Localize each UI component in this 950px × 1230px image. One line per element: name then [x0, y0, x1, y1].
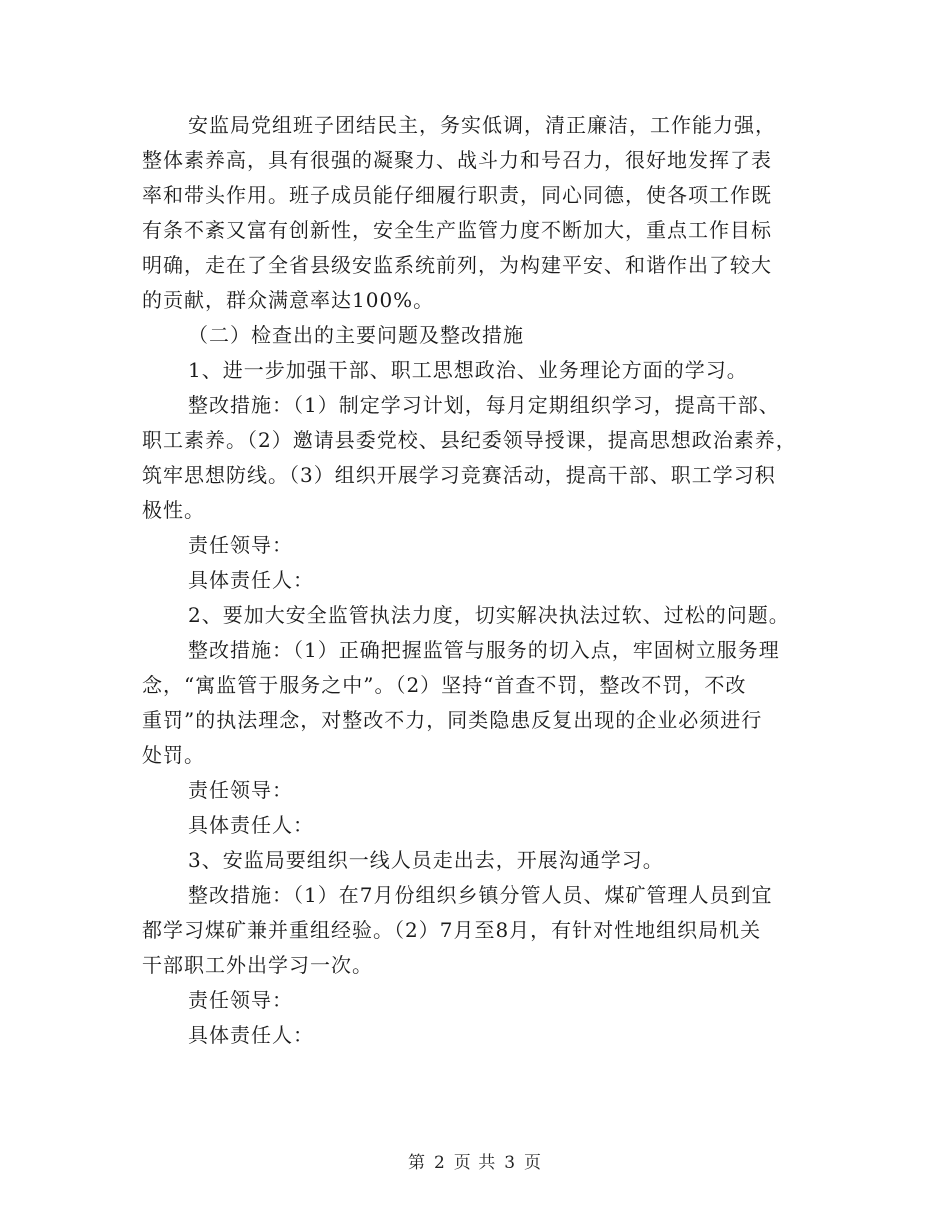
paragraph-line: 重罚”的执法理念，对整改不力，同类隐患反复出现的企业必须进行 [142, 708, 763, 732]
paragraph-line: 1、进一步加强干部、职工思想政治、业务理论方面的学习。 [188, 358, 748, 382]
footer-middle: 页 共 [453, 1153, 497, 1173]
paragraph-line: 具体责任人： [188, 1023, 314, 1047]
page-footer [0, 1148, 950, 1173]
paragraph-line: 整改措施：（1）制定学习计划，每月定期组织学习，提高干部、 [188, 393, 780, 417]
paragraph [142, 808, 822, 843]
paragraph [142, 598, 822, 633]
paragraph [142, 318, 822, 353]
paragraph-line: 责任领导： [188, 988, 293, 1012]
footer-current-page: 2 [433, 1153, 446, 1173]
paragraph [142, 563, 822, 598]
paragraph-line: 都学习煤矿兼并重组经验。（2）7月至8月，有针对性地组织局机关 [142, 918, 762, 942]
paragraph [142, 773, 822, 808]
paragraph [142, 983, 822, 1018]
paragraph-line: 3、安监局要组织一线人员走出去，开展沟通学习。 [188, 848, 664, 872]
paragraph-line: 筑牢思想防线。（3）组织开展学习竞赛活动，提高干部、职工学习积 [142, 463, 776, 487]
paragraph-line: 安监局党组班子团结民主，务实低调，清正廉洁，工作能力强， [188, 113, 776, 137]
footer-prefix: 第 [407, 1153, 426, 1173]
paragraph [142, 878, 822, 983]
paragraph-line: 职工素养。（2）邀请县委党校、县纪委领导授课，提高思想政治素养， [142, 428, 797, 452]
paragraph-line: 责任领导： [188, 533, 293, 557]
paragraph [142, 353, 822, 388]
paragraph [142, 1018, 822, 1053]
paragraph-line: 2、要加大安全监管执法力度，切实解决执法过软、过松的问题。 [188, 603, 790, 627]
paragraph [142, 528, 822, 563]
paragraph-line: 极性。 [142, 498, 205, 522]
paragraph [142, 108, 822, 318]
paragraph-line: 责任领导： [188, 778, 293, 802]
paragraph-line: 整改措施：（1）正确把握监管与服务的切入点，牢固树立服务理 [188, 638, 780, 662]
paragraph-line: 明确，走在了全省县级安监系统前列，为构建平安、和谐作出了较大 [142, 253, 772, 277]
paragraph-line: 处罚。 [142, 743, 205, 767]
footer-total-pages: 3 [504, 1153, 517, 1173]
footer-suffix: 页 [524, 1153, 543, 1173]
paragraph [142, 843, 822, 878]
document-body [142, 108, 822, 1053]
paragraph-line: 念，“寓监管于服务之中”。（2）坚持“首查不罚，整改不罚，不改 [142, 673, 747, 697]
paragraph-line: 具体责任人： [188, 568, 314, 592]
paragraph [142, 633, 822, 773]
paragraph-line: 率和带头作用。班子成员能仔细履行职责，同心同德，使各项工作既 [142, 183, 772, 207]
paragraph-line: 的贡献，群众满意率达100%。 [142, 288, 435, 312]
paragraph-line: 整体素养高，具有很强的凝聚力、战斗力和号召力，很好地发挥了表 [142, 148, 772, 172]
paragraph-line: 干部职工外出学习一次。 [142, 953, 373, 977]
paragraph-line: 整改措施：（1）在7月份组织乡镇分管人员、煤矿管理人员到宜 [188, 883, 773, 907]
paragraph-line: （二）检查出的主要问题及整改措施 [188, 323, 524, 347]
paragraph-line: 具体责任人： [188, 813, 314, 837]
paragraph [142, 388, 822, 528]
paragraph-line: 有条不紊又富有创新性，安全生产监管力度不断加大，重点工作目标 [142, 218, 772, 242]
